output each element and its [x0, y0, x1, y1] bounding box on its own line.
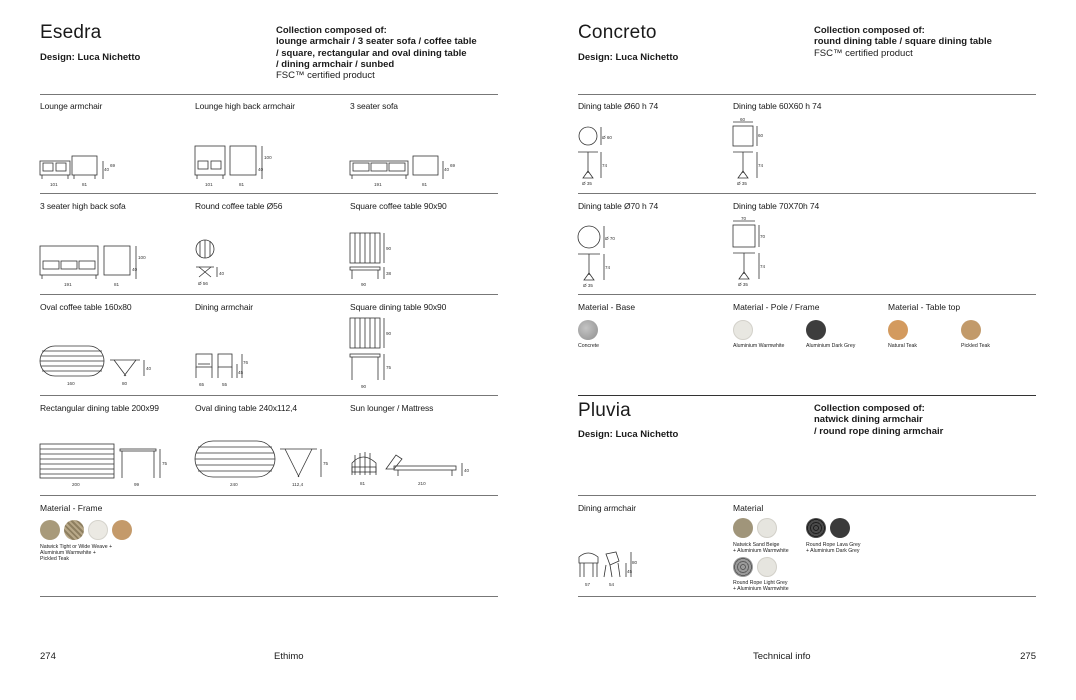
fsc-note: FSC™ certified product [276, 70, 375, 82]
product-label: Oval dining table 240x112,4 [195, 403, 298, 413]
square-coffee-table-drawing [350, 233, 400, 289]
collection-line: natwick dining armchair [814, 414, 923, 426]
collection-line: lounge armchair / 3 seater sofa / coffee table [276, 36, 477, 48]
product-lounge-high-back-armchair [195, 101, 345, 187]
dim-text: 40 [444, 167, 450, 172]
product-label: 3 seater sofa [350, 101, 398, 111]
material-pole-frame-label: Material - Pole / Frame [733, 302, 820, 312]
product-label: Dining table 60X60 h 74 [733, 101, 822, 111]
divider [40, 495, 498, 496]
product-label: Dining armchair [578, 503, 637, 513]
pluvia-armchair-svg [578, 549, 643, 589]
product-label: Oval coffee table 160x80 [40, 302, 132, 312]
round-rope-light-grey-swatch [733, 557, 753, 577]
dim-text: 69 [110, 163, 116, 168]
sun-lounger-drawing [350, 449, 475, 489]
product-sun-lounger [350, 403, 500, 486]
natwick-wide-weave-swatch [64, 520, 84, 540]
page-number: 275 [1020, 651, 1036, 662]
caption-line: Pickled Teak [40, 556, 70, 562]
product-label: Dining armchair [195, 302, 254, 312]
dim-text: 38 [386, 271, 392, 276]
product-label: Dining table Ø70 h 74 [578, 201, 659, 211]
designer-credit: Design: Luca Nichetto [578, 52, 679, 63]
divider [578, 94, 1036, 95]
left-page [40, 0, 498, 700]
dim-text: 40 [104, 167, 110, 172]
product-3-seater-sofa [350, 101, 500, 187]
lounge-armchair-svg [40, 153, 120, 189]
material-caption [40, 544, 112, 562]
swatch-caption: Aluminium Warmwhite [733, 343, 785, 349]
brand-name: Ethimo [274, 651, 304, 662]
collection-description [276, 25, 477, 81]
product-label: Rectangular dining table 200x99 [40, 403, 159, 413]
round-70-table-drawing [578, 225, 618, 289]
product-oval-coffee-table [40, 302, 190, 386]
caption-line: Round Rope Light Grey [733, 580, 788, 586]
aluminium-warmwhite-swatch [757, 518, 777, 538]
product-dining-table-square-70 [733, 201, 883, 287]
product-label: Square dining table 90x90 [350, 302, 447, 312]
dim-text: 75 [162, 461, 168, 466]
dim-text: 210 [418, 481, 426, 486]
dim-text: 74 [605, 265, 611, 270]
square-dining-table-svg [350, 318, 400, 392]
collection-title-esedra: Esedra [40, 22, 102, 43]
high-back-sofa-drawing [40, 243, 150, 289]
dim-text: 240 [230, 482, 238, 487]
square-60-table-svg [733, 117, 773, 189]
divider [578, 395, 1036, 396]
divider [578, 193, 1036, 194]
product-round-coffee-table [195, 201, 345, 286]
product-label: Square coffee table 90x90 [350, 201, 447, 211]
dim-text: 74 [602, 163, 608, 168]
product-label: Lounge armchair [40, 101, 103, 111]
dim-text: Ø 60 [602, 135, 612, 140]
collection-line: round dining table / square dining table [814, 36, 992, 48]
dim-text: 60 [758, 133, 764, 138]
material-base-label: Material - Base [578, 302, 636, 312]
caption-line: + Aluminium Dark Grey [806, 548, 860, 554]
dim-text: 40 [132, 267, 138, 272]
divider [578, 596, 1036, 597]
material-caption [733, 542, 789, 554]
collection-title-pluvia: Pluvia [578, 400, 631, 421]
dim-text: 76 [243, 360, 249, 365]
dim-text: 55 [222, 382, 228, 387]
caption-line: Aluminium Warmwhite + [40, 550, 96, 556]
oval-dining-table-svg [195, 441, 330, 489]
dim-text: 90 [361, 282, 367, 287]
natwick-sand-beige-swatch [733, 518, 753, 538]
swatch-caption: Pickled Teak [961, 343, 991, 349]
dim-text: 40 [146, 366, 152, 371]
collection-line: / round rope dining armchair [814, 425, 944, 437]
oval-dining-table-drawing [195, 441, 330, 489]
dim-text: 80 [122, 381, 128, 386]
product-label: Round coffee table Ø56 [195, 201, 283, 211]
concrete-swatch [578, 320, 598, 340]
collection-description [814, 403, 943, 437]
oval-coffee-table-svg [40, 346, 155, 388]
dim-text: Ø 35 [582, 181, 592, 186]
high-back-armchair-drawing [195, 143, 275, 189]
collection-line: / dining armchair / sunbed [276, 58, 395, 70]
product-lounge-armchair [40, 101, 190, 187]
product-label: Dining table 70X70h 74 [733, 201, 820, 211]
right-page [578, 0, 1036, 700]
caption-line: + Aluminium Warmwhite [733, 586, 789, 592]
product-square-coffee-table [350, 201, 500, 287]
aluminium-warmwhite-swatch [733, 320, 753, 340]
product-dining-table-square-60 [733, 101, 883, 186]
divider [40, 294, 498, 295]
dim-text: 191 [64, 282, 72, 287]
round-70-table-svg [578, 225, 618, 289]
product-label: Lounge high back armchair [195, 101, 296, 111]
sun-lounger-svg [350, 449, 475, 489]
dim-text: 160 [67, 381, 75, 386]
pluvia-armchair-drawing [578, 549, 643, 589]
aluminium-dark-grey-swatch [830, 518, 850, 538]
dim-text: 69 [450, 163, 456, 168]
natwick-tight-swatch [40, 520, 60, 540]
caption-line: Natwick Tight or Wide Weave + [40, 544, 113, 550]
oval-coffee-table-drawing [40, 346, 155, 388]
caption-line: Round Rope Lava Grey [806, 542, 861, 548]
product-square-dining-table [350, 302, 500, 389]
sofa-drawing [350, 153, 460, 189]
designer-credit: Design: Luca Nichetto [40, 52, 141, 63]
divider [40, 395, 498, 396]
square-70-table-svg [733, 215, 773, 289]
product-dining-armchair [195, 302, 345, 387]
dim-text: 200 [72, 482, 80, 487]
material-caption [806, 542, 861, 554]
dim-text: 60 [740, 117, 746, 122]
dim-text: 80 [632, 560, 638, 565]
dim-text: 70 [741, 216, 747, 221]
dim-text: 90 [361, 384, 367, 389]
high-back-sofa-svg [40, 243, 150, 289]
dim-text: 81 [82, 182, 88, 187]
dining-armchair-drawing [195, 352, 255, 390]
square-60-table-drawing [733, 117, 773, 189]
page-number: 274 [40, 651, 56, 662]
dim-text: 81 [422, 182, 428, 187]
dim-text: 74 [760, 264, 766, 269]
dim-text: Ø 35 [583, 283, 593, 288]
high-back-armchair-svg [195, 143, 275, 189]
dim-text: 75 [323, 461, 329, 466]
caption-line: Natwick Sand Beige [733, 542, 780, 548]
fsc-note: FSC™ certified product [814, 47, 913, 59]
material-caption [733, 580, 789, 592]
dim-text: 74 [758, 163, 764, 168]
dim-text: 40 [219, 271, 225, 276]
dim-text: 65 [199, 382, 205, 387]
dim-text: 70 [760, 234, 766, 239]
pickled-teak-swatch [112, 520, 132, 540]
product-dining-table-round-70 [578, 201, 728, 288]
collection-description [814, 25, 992, 59]
pluvia-material-label: Material [733, 503, 764, 513]
divider [40, 193, 498, 194]
collection-heading: Collection composed of: [276, 25, 387, 36]
round-rope-lava-grey-swatch [806, 518, 826, 538]
section-name: Technical info [753, 651, 811, 662]
dim-text: 40 [464, 468, 470, 473]
natural-teak-swatch [888, 320, 908, 340]
dim-text: 57 [585, 582, 591, 587]
dim-text: Ø 35 [738, 282, 748, 287]
swatch-caption: Concrete [578, 343, 600, 349]
product-3-seater-high-back-sofa [40, 201, 190, 287]
dim-text: 81 [239, 182, 245, 187]
product-rectangular-dining-table [40, 403, 190, 487]
designer-credit: Design: Luca Nichetto [578, 429, 679, 440]
swatch-caption: Natural Teak [888, 343, 918, 349]
dim-text: 40 [258, 167, 264, 172]
divider [578, 495, 1036, 496]
square-coffee-table-svg [350, 233, 400, 289]
collection-line: / square, rectangular and oval dining table [276, 47, 467, 59]
dim-text: 101 [50, 182, 58, 187]
aluminium-dark-grey-swatch [806, 320, 826, 340]
round-coffee-table-drawing [195, 239, 235, 289]
dim-text: 100 [138, 255, 146, 260]
dim-text: 45 [238, 370, 244, 375]
pickled-teak-swatch [961, 320, 981, 340]
product-oval-dining-table [195, 403, 345, 487]
dim-text: 54 [609, 582, 615, 587]
dim-text: 75 [386, 365, 392, 370]
collection-title-concreto: Concreto [578, 22, 657, 43]
square-70-table-drawing [733, 215, 773, 289]
dim-text: Ø 56 [198, 281, 208, 286]
product-label: Sun lounger / Mattress [350, 403, 434, 413]
collection-heading: Collection composed of: [814, 403, 925, 414]
collection-heading: Collection composed of: [814, 25, 925, 36]
caption-line: + Aluminium Warmwhite [733, 548, 789, 554]
divider [40, 94, 498, 95]
dim-text: 90 [386, 246, 392, 251]
dim-text: 99 [134, 482, 140, 487]
dim-text: 90 [386, 331, 392, 336]
sofa-svg [350, 153, 460, 189]
rectangular-dining-table-svg [40, 441, 170, 489]
product-label: Dining table Ø60 h 74 [578, 101, 659, 111]
dim-text: 101 [205, 182, 213, 187]
rectangular-dining-table-drawing [40, 441, 170, 489]
product-pluvia-dining-armchair [578, 503, 728, 587]
dim-text: Ø 35 [737, 181, 747, 186]
product-dining-table-round-60 [578, 101, 728, 186]
round-60-table-drawing [578, 125, 618, 189]
square-dining-table-drawing [350, 318, 400, 392]
lounge-armchair-drawing [40, 153, 120, 189]
product-label: 3 seater high back sofa [40, 201, 126, 211]
dim-text: Ø 70 [605, 236, 615, 241]
dim-text: 81 [114, 282, 120, 287]
swatch-caption: Aluminium Dark Grey [806, 343, 856, 349]
material-label: Material - Frame [40, 503, 103, 513]
dim-text: 45 [627, 569, 633, 574]
round-coffee-table-svg [195, 239, 235, 289]
dim-text: 191 [374, 182, 382, 187]
material-table-top-label: Material - Table top [888, 302, 961, 312]
dim-text: 100 [264, 155, 272, 160]
aluminium-warmwhite-swatch [88, 520, 108, 540]
divider [578, 294, 1036, 295]
dining-armchair-svg [195, 352, 255, 390]
aluminium-warmwhite-swatch [757, 557, 777, 577]
dim-text: 112,4 [292, 482, 304, 487]
dim-text: 81 [360, 481, 366, 486]
divider [40, 596, 498, 597]
round-60-table-svg [578, 125, 618, 189]
